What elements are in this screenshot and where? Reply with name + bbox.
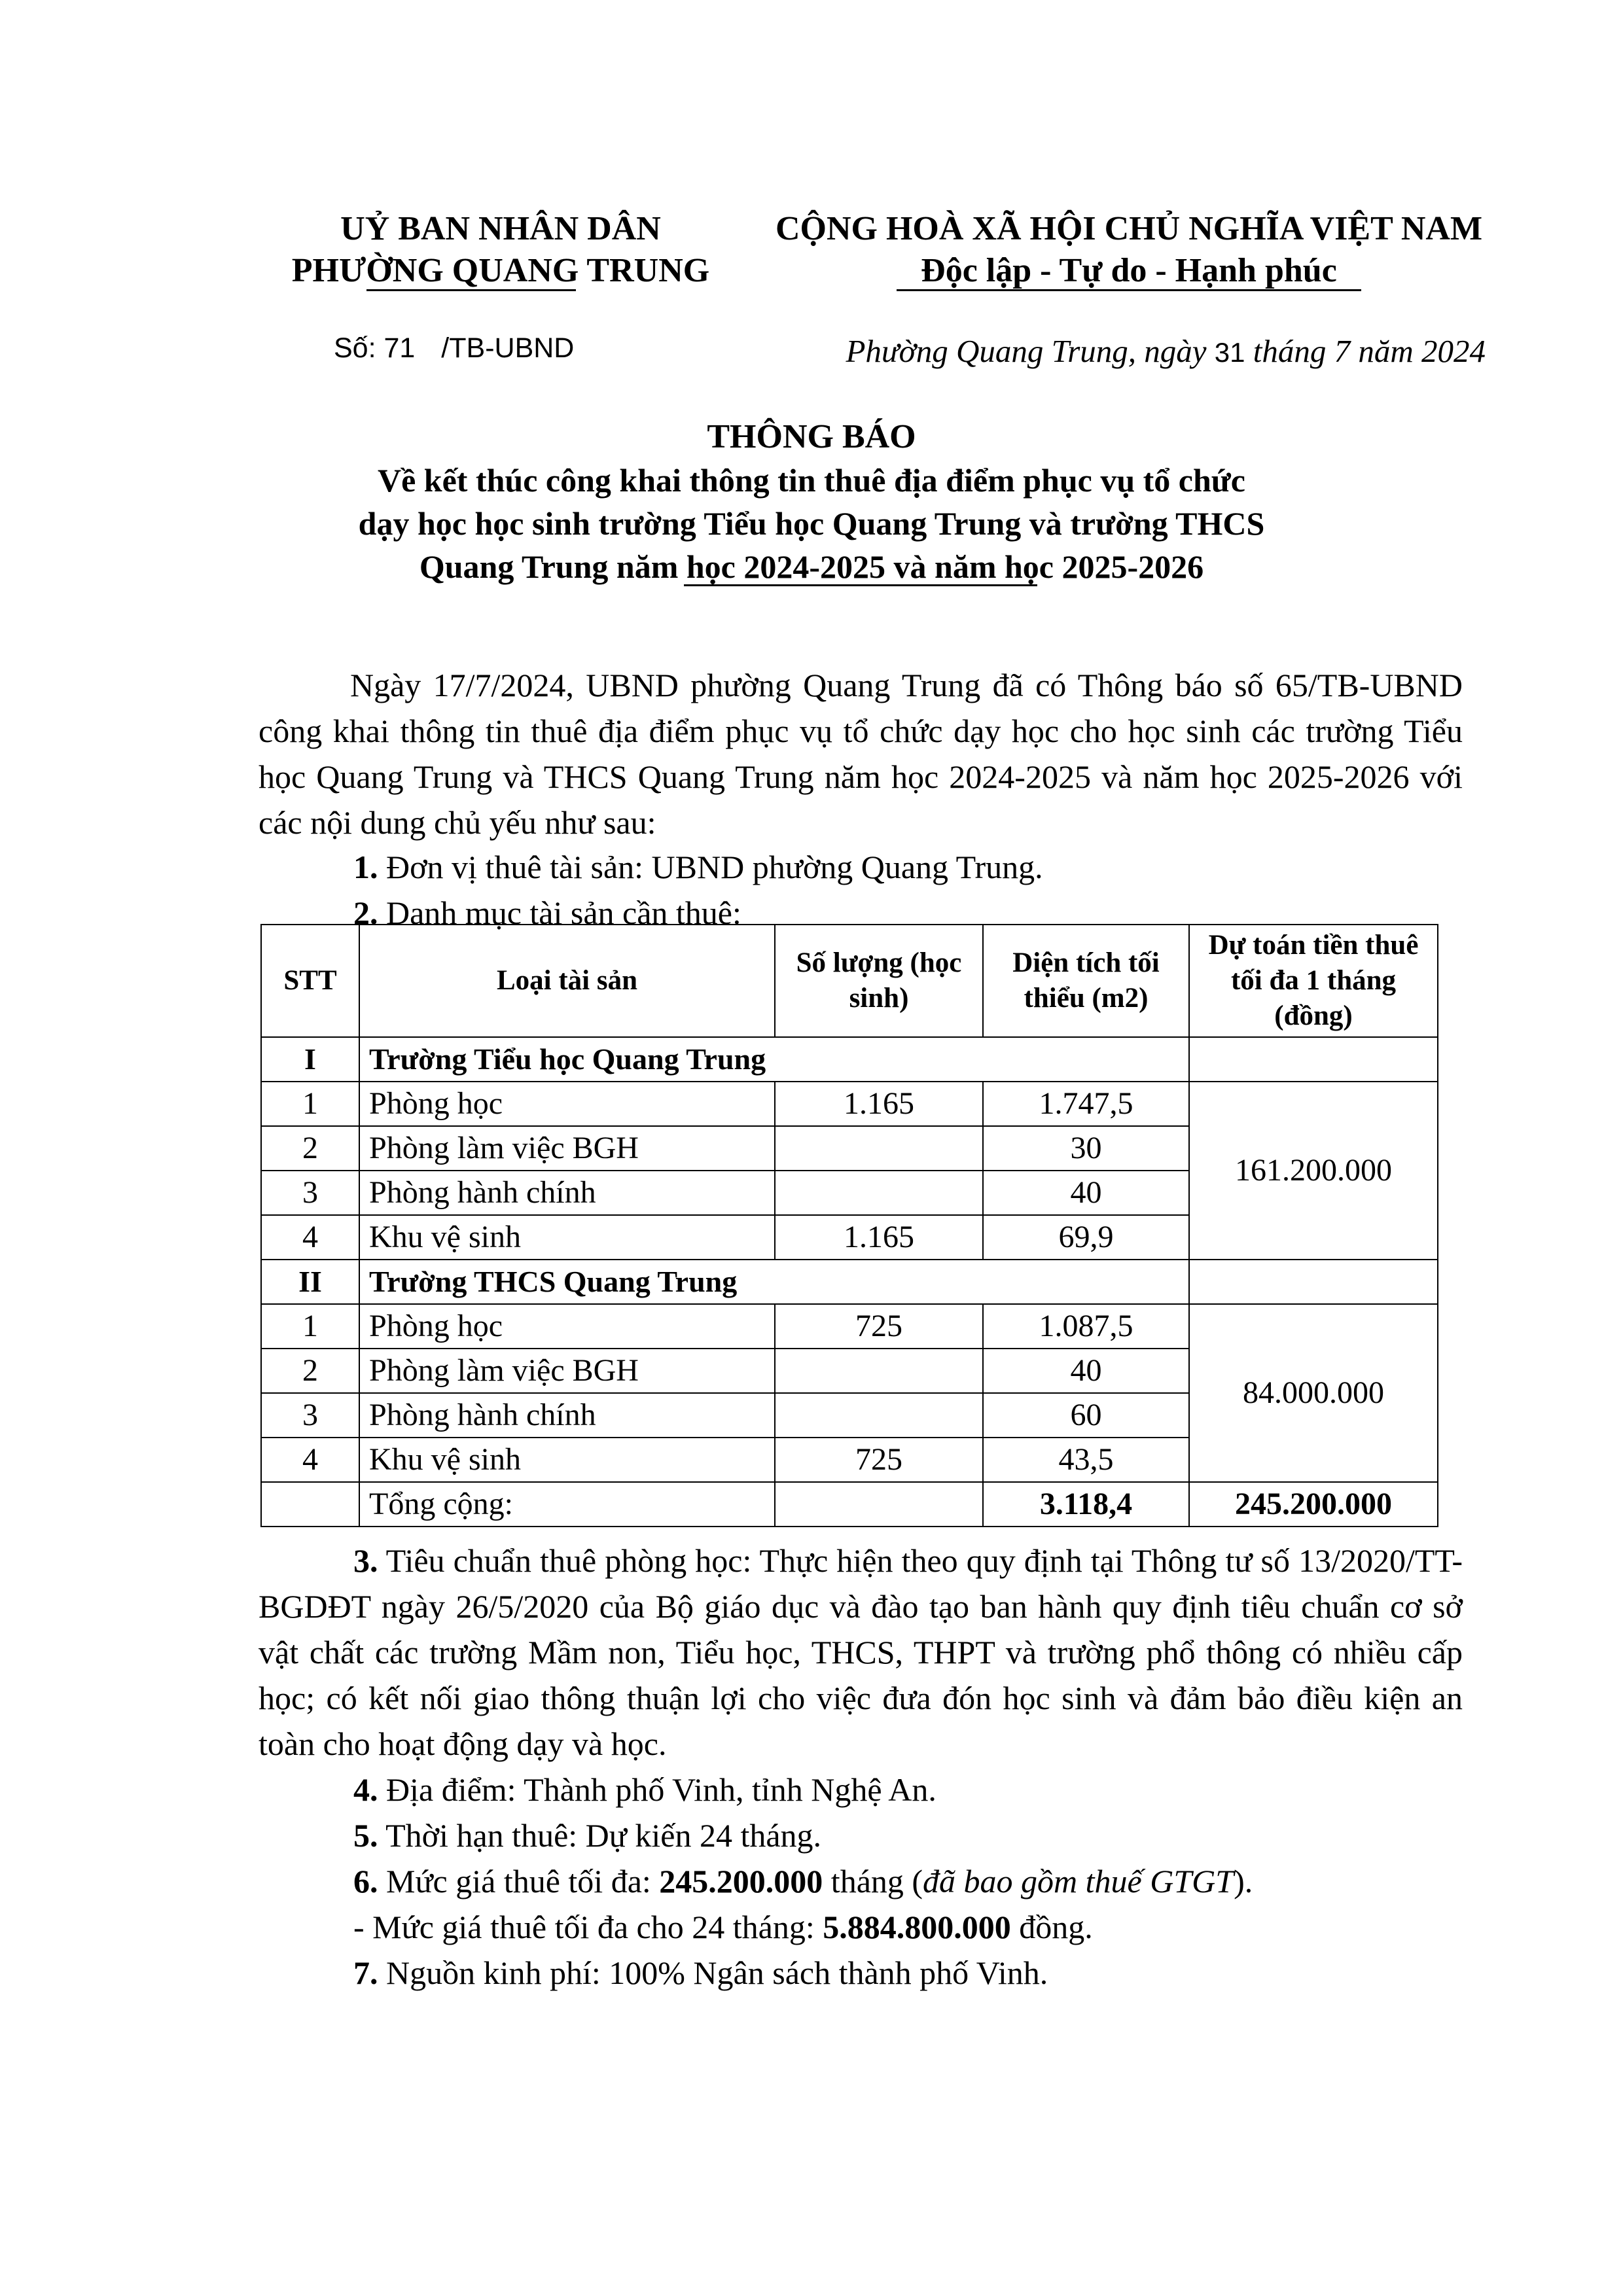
total-stt-empty — [261, 1482, 359, 1527]
item-7-text: Nguồn kinh phí: 100% Ngân sách thành phố Vinh. — [386, 1954, 1048, 1991]
section-row-secondary-school — [261, 1260, 1438, 1304]
intro-paragraph: Ngày 17/7/2024, UBND phường Quang Trung đã có Thông báo số 65/TB-UBND công khai thông tin thuê địa điểm phục vụ tổ chức dạy học cho học sinh các trường Tiểu học Quang Trung và THCS Quang Trung năm học 2024-2025 và năm học 2025-2026 với các nội dung chủ yếu như sau: — [259, 667, 1463, 841]
header-area: Diện tích tối thiểu (m2) — [983, 925, 1189, 1037]
section-stt: I — [261, 1037, 359, 1082]
item-3-text: Tiêu chuẩn thuê phòng học: Thực hiện theo quy định tại Thông tư số 13/2020/TT-BGDĐT ngày 26/5/2020 của Bộ giáo dục và đào tạo ban hành quy định tiêu chuẩn cơ sở vật chất các trường Mầm non, Tiểu học, THCS, THPT và trường phổ thông có nhiều cấp học; có kết nối giao thông thuận lợi cho việc đưa đón học sinh và đảm bảo điều kiện an toàn cho hoạt động dạy và học. — [259, 1542, 1463, 1762]
asset-table — [260, 924, 1438, 1527]
section-rent-empty — [1189, 1260, 1438, 1304]
item-6-value: 245.200.000 — [659, 1863, 823, 1899]
item-1 — [353, 844, 1043, 890]
item-4 — [353, 1767, 936, 1812]
item-3-number: 3. — [353, 1542, 378, 1579]
section-rent: 161.200.000 — [1189, 1082, 1438, 1260]
row-qty — [775, 1349, 983, 1393]
row-area: 40 — [983, 1349, 1189, 1393]
table-row — [261, 1304, 1438, 1349]
item-7-number: 7. — [353, 1954, 378, 1991]
section-area-empty — [983, 1037, 1189, 1082]
title-line3: Quang Trung năm học 2024-2025 và năm học 2025-2026 — [419, 548, 1204, 585]
item-2-number: 2. — [353, 894, 378, 931]
section-stt: II — [261, 1260, 359, 1304]
row-qty — [775, 1393, 983, 1438]
row-stt: 3 — [261, 1393, 359, 1438]
nation-block — [736, 208, 1522, 292]
item-1-text: Đơn vị thuê tài sản: UBND phường Quang Trung. — [386, 849, 1043, 885]
item-2-text: Danh mục tài sản cần thuê: — [386, 894, 741, 931]
item-5 — [353, 1812, 821, 1858]
date-prefix: Phường Quang Trung, ngày — [846, 333, 1207, 369]
row-area: 1.747,5 — [983, 1082, 1189, 1126]
agency-block — [259, 208, 743, 292]
item-6b — [353, 1904, 1093, 1950]
item-6-label: Mức giá thuê tối đa: — [386, 1863, 651, 1899]
title-line1: Về kết thúc công khai thông tin thuê địa điểm phục vụ tổ chức — [377, 462, 1245, 499]
row-stt: 2 — [261, 1126, 359, 1171]
item-5-number: 5. — [353, 1817, 378, 1854]
item-6-close: ). — [1234, 1863, 1253, 1899]
row-qty: 1.165 — [775, 1215, 983, 1260]
row-area: 60 — [983, 1393, 1189, 1438]
item-1-number: 1. — [353, 849, 378, 885]
row-stt: 2 — [261, 1349, 359, 1393]
item-6b-value: 5.884.800.000 — [823, 1909, 1011, 1945]
ref-suffix: /TB-UBND — [441, 332, 575, 364]
header-rent: Dự toán tiền thuê tối đa 1 tháng (đồng) — [1189, 925, 1438, 1037]
title-heading: THÔNG BÁO — [707, 418, 916, 455]
row-qty: 725 — [775, 1438, 983, 1482]
item-6 — [353, 1858, 1253, 1904]
section-rent-empty — [1189, 1037, 1438, 1082]
item-3 — [259, 1538, 1463, 1767]
item-6b-unit: đồng. — [1019, 1909, 1093, 1945]
table-header-row — [261, 925, 1438, 1037]
nation-line1: CỘNG HOÀ XÃ HỘI CHỦ NGHĨA VIỆT NAM — [775, 210, 1483, 247]
total-label: Tổng cộng: — [359, 1482, 775, 1527]
row-area: 30 — [983, 1126, 1189, 1171]
row-qty: 725 — [775, 1304, 983, 1349]
row-qty: 1.165 — [775, 1082, 983, 1126]
agency-line2: PHƯỜNG QUANG TRUNG — [291, 252, 710, 289]
reference-number — [334, 332, 574, 364]
item-6-unit: tháng ( — [830, 1863, 923, 1899]
section-area-empty — [983, 1260, 1189, 1304]
item-6-number: 6. — [353, 1863, 378, 1899]
row-area: 1.087,5 — [983, 1304, 1189, 1349]
ref-prefix: Số: — [334, 332, 376, 364]
date-day: 31 — [1214, 337, 1245, 368]
row-asset: Phòng học — [359, 1082, 775, 1126]
row-area: 40 — [983, 1171, 1189, 1215]
section-name: Trường Tiểu học Quang Trung — [359, 1037, 983, 1082]
row-stt: 4 — [261, 1438, 359, 1482]
row-asset: Phòng học — [359, 1304, 775, 1349]
nation-line2: Độc lập - Tự do - Hạnh phúc — [921, 252, 1337, 289]
total-area: 3.118,4 — [983, 1482, 1189, 1527]
section-row-primary-school — [261, 1037, 1438, 1082]
row-area: 43,5 — [983, 1438, 1189, 1482]
ref-number: 71 — [383, 332, 416, 364]
nation-underline — [897, 289, 1361, 291]
agency-line1: UỶ BAN NHÂN DÂN — [340, 210, 661, 247]
table-row — [261, 1082, 1438, 1126]
row-stt: 1 — [261, 1082, 359, 1126]
row-stt: 1 — [261, 1304, 359, 1349]
date-month-year: tháng 7 năm 2024 — [1253, 333, 1486, 369]
title-underline — [684, 584, 1037, 586]
row-asset: Phòng hành chính — [359, 1171, 775, 1215]
total-rent: 245.200.000 — [1189, 1482, 1438, 1527]
header-stt: STT — [261, 925, 359, 1037]
item-5-text: Thời hạn thuê: Dự kiến 24 tháng. — [385, 1817, 822, 1854]
section-rent: 84.000.000 — [1189, 1304, 1438, 1482]
item-4-number: 4. — [353, 1771, 378, 1808]
total-row — [261, 1482, 1438, 1527]
item-6-note: đã bao gồm thuế GTGT — [923, 1863, 1234, 1899]
item-6b-label: - Mức giá thuê tối đa cho 24 tháng: — [353, 1909, 815, 1945]
item-4-text: Địa điểm: Thành phố Vinh, tỉnh Nghệ An. — [386, 1771, 936, 1808]
header-asset-type: Loại tài sản — [359, 925, 775, 1037]
item-7 — [353, 1950, 1048, 1996]
row-asset: Phòng làm việc BGH — [359, 1349, 775, 1393]
row-stt: 3 — [261, 1171, 359, 1215]
row-asset: Khu vệ sinh — [359, 1438, 775, 1482]
row-qty — [775, 1171, 983, 1215]
agency-underline — [366, 289, 576, 291]
row-area: 69,9 — [983, 1215, 1189, 1260]
header-quantity: Số lượng (học sinh) — [775, 925, 983, 1037]
row-stt: 4 — [261, 1215, 359, 1260]
row-asset: Phòng làm việc BGH — [359, 1126, 775, 1171]
issue-date — [746, 332, 1486, 370]
document-title — [196, 415, 1427, 588]
section-name: Trường THCS Quang Trung — [359, 1260, 983, 1304]
title-line2: dạy học học sinh trường Tiểu học Quang Trung và trường THCS — [358, 505, 1265, 542]
row-asset: Khu vệ sinh — [359, 1215, 775, 1260]
total-qty-empty — [775, 1482, 983, 1527]
row-qty — [775, 1126, 983, 1171]
row-asset: Phòng hành chính — [359, 1393, 775, 1438]
